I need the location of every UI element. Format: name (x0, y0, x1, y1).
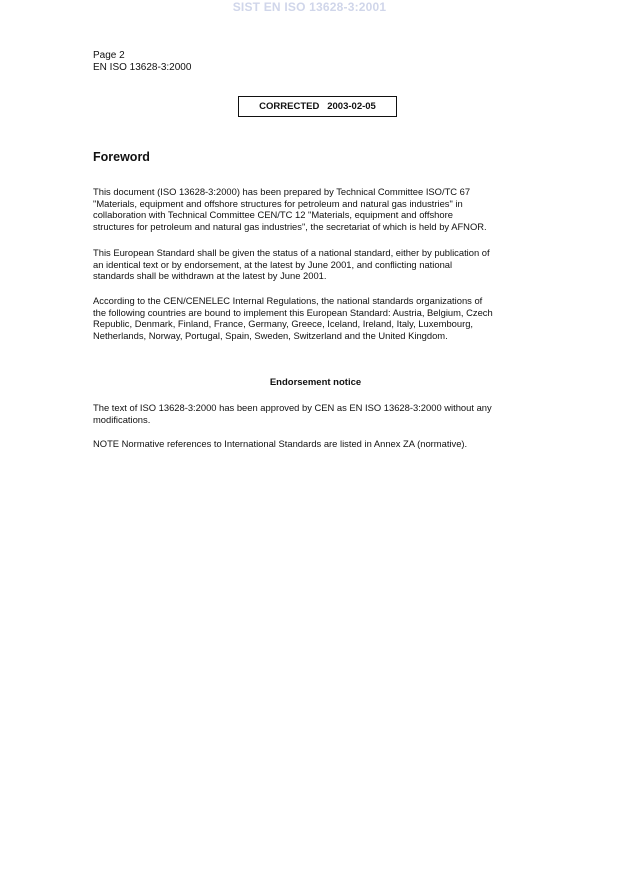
text-line: an identical text or by endorsement, at the latest by June 2001, and conflicting national (93, 258, 453, 270)
text-line: "Materials, equipment and offshore structures for petroleum and natural gas industries" in (93, 197, 463, 209)
foreword-paragraph-3 (93, 295, 543, 342)
text-line: NOTE Normative references to International Standards are listed in Annex ZA (normative). (93, 438, 468, 449)
standard-id: EN ISO 13628-3:2000 (93, 62, 192, 73)
page-number: Page 2 (93, 50, 125, 61)
watermark: SIST EN ISO 13628-3:2001 (232, 0, 387, 14)
foreword-paragraph-2 (93, 247, 543, 282)
endorsement-heading: Endorsement notice (269, 377, 362, 388)
text-line: Republic, Denmark, Finland, France, Germany, Greece, Iceland, Ireland, Italy, Luxembourg, (93, 318, 474, 330)
text-line: Netherlands, Norway, Portugal, Spain, Sweden, Switzerland and the United Kingdom. (93, 330, 448, 342)
foreword-heading: Foreword (93, 150, 150, 164)
text-line: The text of ISO 13628-3:2000 has been approved by CEN as EN ISO 13628-3:2000 without any (93, 402, 492, 413)
endorsement-paragraph (93, 402, 543, 425)
text-line: This document (ISO 13628-3:2000) has been prepared by Technical Committee ISO/TC 67 (93, 186, 471, 197)
text-line: According to the CEN/CENELEC Internal Regulations, the national standards organizations of (93, 295, 483, 306)
normative-note (93, 438, 543, 450)
text-line: standards shall be withdrawn at the latest by June 2001. (93, 270, 327, 282)
text-line: modifications. (93, 413, 151, 425)
text-line: collaboration with Technical Committee CEN/TC 12 "Materials, equipment and offshore (93, 209, 453, 221)
corrected-stamp: CORRECTED 2003-02-05 (238, 96, 397, 117)
foreword-paragraph-1 (93, 186, 543, 233)
text-line: This European Standard shall be given the status of a national standard, either by publication of (93, 247, 490, 258)
page-header (93, 50, 191, 74)
text-line: the following countries are bound to implement this European Standard: Austria, Belgium, Czech (93, 306, 493, 318)
text-line: structures for petroleum and natural gas industries", the secretariat of which is held by AFNOR. (93, 221, 487, 233)
